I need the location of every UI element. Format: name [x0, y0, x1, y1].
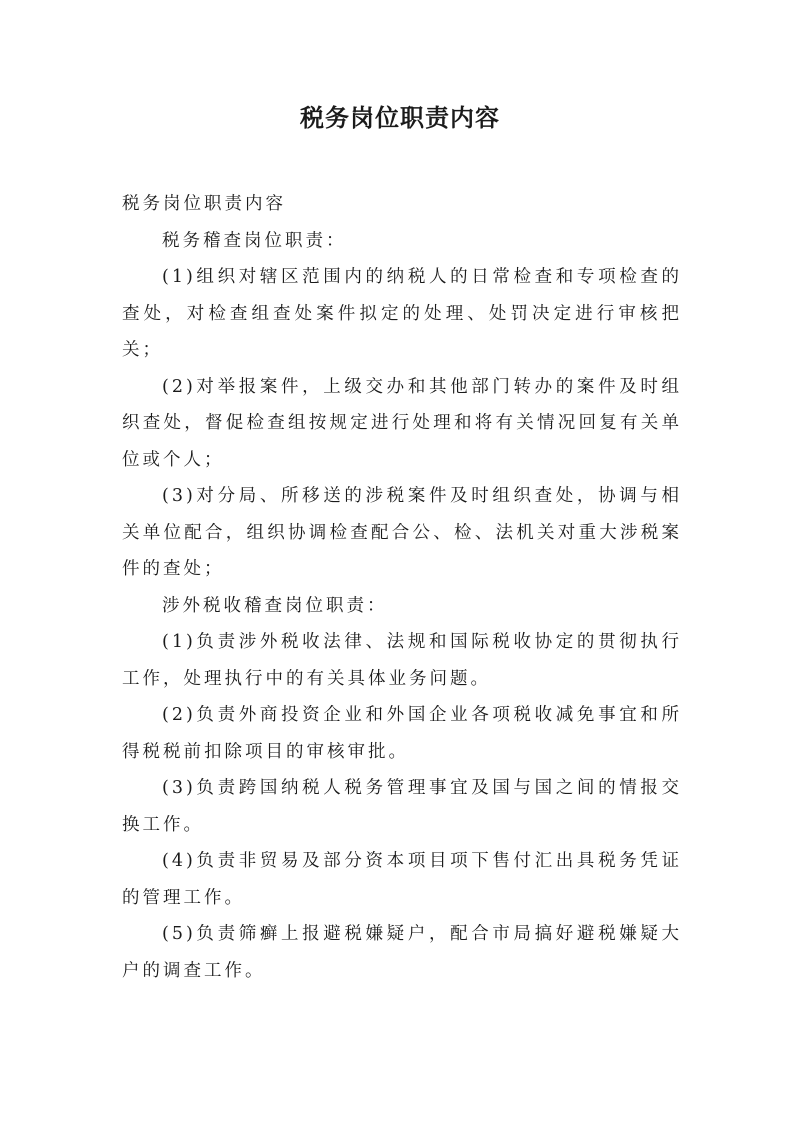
paragraph: (4)负责非贸易及部分资本项目项下售付汇出具税务凭证的管理工作。 [122, 851, 682, 908]
document-subtitle: 税务岗位职责内容 [122, 194, 286, 214]
paragraph: (2)对举报案件，上级交办和其他部门转办的案件及时组织查处，督促检查组按规定进行处理和将有关情况回复有关单位或个人； [122, 376, 682, 470]
paragraph: (3)负责跨国纳税人税务管理事宜及国与国之间的情报交换工作。 [122, 778, 682, 835]
paragraph: (5)负责筛癣上报避税嫌疑户，配合市局搞好避税嫌疑大户的调查工作。 [122, 924, 682, 981]
paragraph: (1)组织对辖区范围内的纳税人的日常检查和专项检查的查处，对检查组查处案件拟定的处理、处罚决定进行审核把关； [122, 267, 682, 360]
paragraph: (1)负责涉外税收法律、法规和国际税收协定的贯彻执行工作，处理执行中的有关具体业务问题。 [122, 632, 682, 689]
document-title: 税务岗位职责内容 [300, 103, 500, 132]
section-heading-tax-inspection: 税务稽查岗位职责： [162, 230, 347, 251]
section-heading-foreign-tax-inspection: 涉外税收稽查岗位职责： [162, 595, 388, 616]
paragraph: (2)负责外商投资企业和外国企业各项税收减免事宜和所得税税前扣除项目的审核审批。 [122, 705, 682, 762]
paragraph: (3)对分局、所移送的涉税案件及时组织查处，协调与相关单位配合，组织协调检查配合公、检、法机关对重大涉税案件的查处； [122, 486, 682, 579]
document-body [122, 186, 682, 989]
